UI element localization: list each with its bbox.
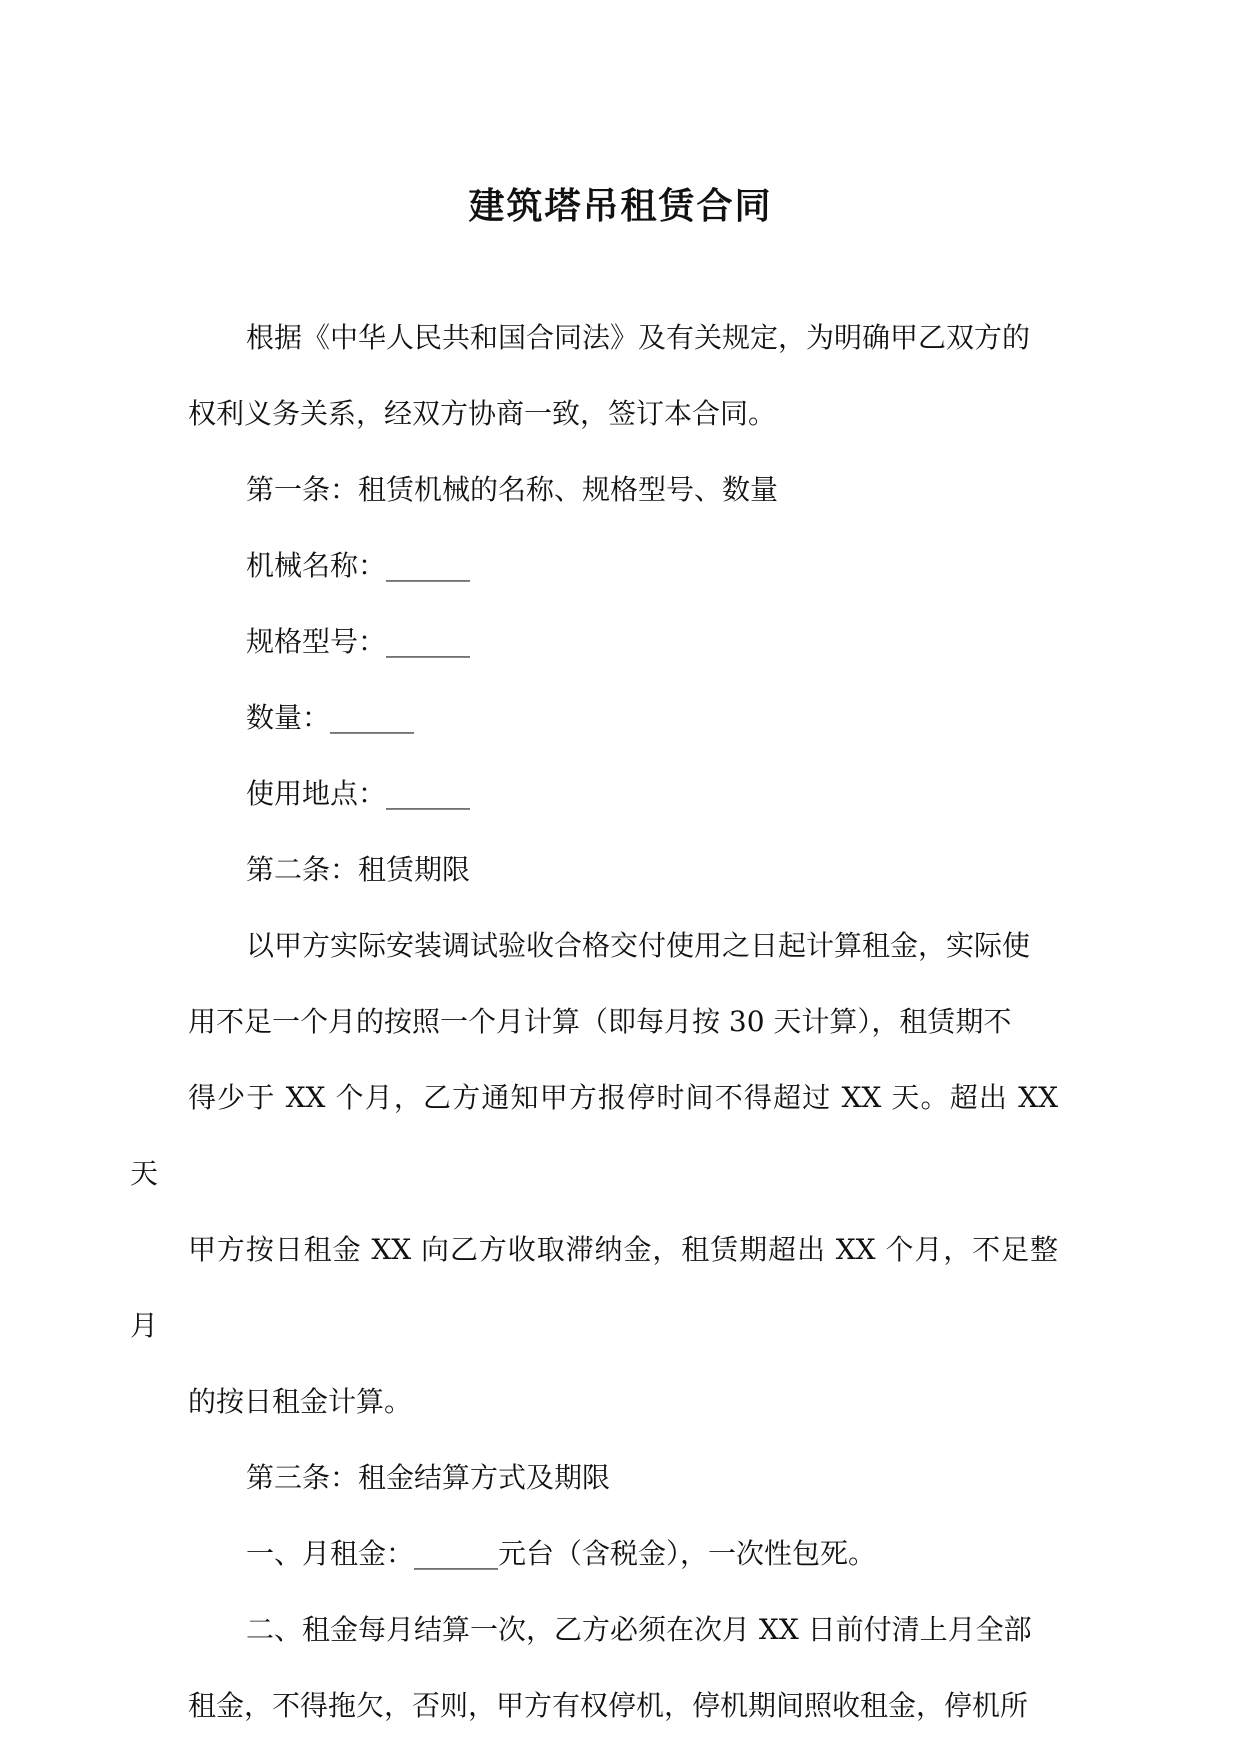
text-line: 权利义务关系，经双方协商一致，签订本合同。	[188, 397, 777, 430]
text-line: 规格型号：______	[246, 625, 471, 658]
text-line: 一、月租金：______元台（含税金），一次性包死。	[246, 1537, 877, 1570]
text-line: 数量：______	[246, 701, 415, 734]
document-title: 建筑塔吊租赁合同	[468, 185, 773, 227]
document-body	[130, 300, 1058, 1744]
heading-article-1	[188, 452, 1058, 528]
text-line: 二、租金每月结算一次，乙方必须在次月 XX 日前付清上月全部	[246, 1613, 1032, 1646]
text-line: 的按日租金计算。	[188, 1385, 413, 1418]
heading-article-2	[188, 832, 1058, 908]
text-line: 甲方按日租金 XX 向乙方收取滞纳金，租赁期超出 XX 个月，不足整月	[130, 1233, 1058, 1342]
text-line: 以甲方实际安装调试验收合格交付使用之日起计算租金，实际使	[246, 929, 1031, 962]
text-line: 第二条：租赁期限	[246, 853, 471, 886]
field-location	[188, 756, 1058, 832]
text-line: 第三条：租金结算方式及期限	[246, 1461, 611, 1494]
text-line: 根据《中华人民共和国合同法》及有关规定，为明确甲乙双方的	[246, 321, 1031, 354]
paragraph-preamble	[188, 300, 1058, 452]
field-model	[188, 604, 1058, 680]
text-line: 租金，不得拖欠，否则，甲方有权停机，停机期间照收租金，停机所	[188, 1689, 1029, 1722]
text-line: 使用地点：______	[246, 777, 471, 810]
text-line: 第一条：租赁机械的名称、规格型号、数量	[246, 473, 779, 506]
text-line: 得少于 XX 个月，乙方通知甲方报停时间不得超过 XX 天。超出 XX 天	[130, 1081, 1058, 1190]
clause-settlement	[188, 1592, 1058, 1744]
text-line: 用不足一个月的按照一个月计算（即每月按 30 天计算），租赁期不	[188, 1005, 1012, 1038]
field-quantity	[188, 680, 1058, 756]
heading-article-3	[188, 1440, 1058, 1516]
text-line: 机械名称：______	[246, 549, 471, 582]
paragraph-lease-term	[130, 908, 1058, 1440]
field-machine-name	[188, 528, 1058, 604]
clause-monthly-rent	[188, 1516, 1058, 1592]
